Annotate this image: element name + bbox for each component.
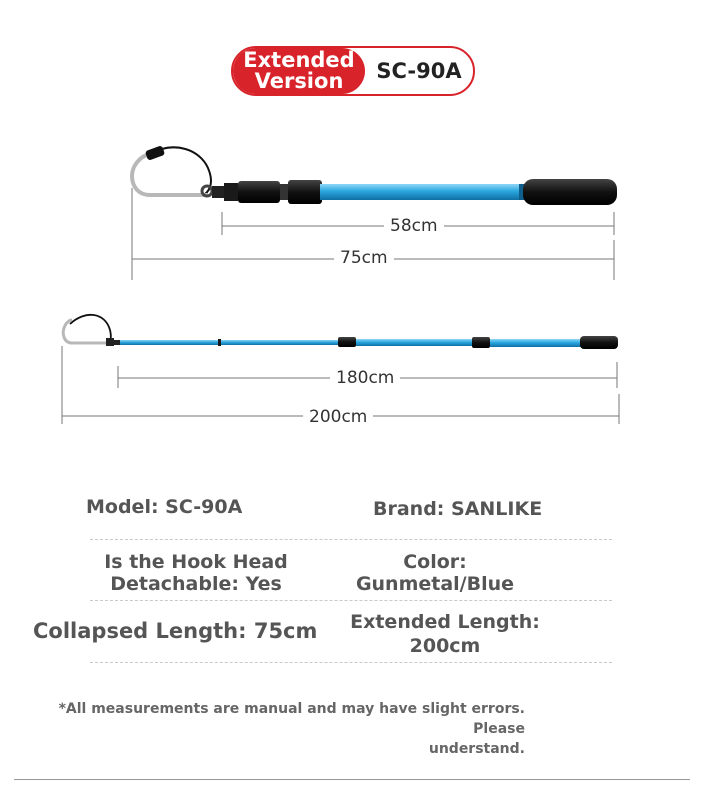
dim-collapsed-total: 75cm bbox=[334, 248, 394, 268]
spec-extended-length: Extended Length: 200cm bbox=[350, 611, 540, 657]
divider bbox=[90, 662, 612, 663]
badge-model: SC-90A bbox=[376, 59, 462, 83]
measurement-note: *All measurements are manual and may have slight errors. Please understand. bbox=[58, 701, 525, 757]
divider bbox=[90, 539, 612, 540]
spec-color: Color: Gunmetal/Blue bbox=[355, 551, 515, 595]
bottom-rule bbox=[14, 779, 690, 780]
dim-collapsed-inner: 58cm bbox=[384, 216, 444, 236]
dim-extended-total: 200cm bbox=[303, 407, 373, 427]
badge-extended-version: Extended Version bbox=[233, 48, 365, 94]
spec-collapsed-length: Collapsed Length: 75cm bbox=[33, 619, 318, 643]
divider bbox=[90, 600, 612, 601]
spec-brand: Brand: SANLIKE bbox=[373, 498, 543, 520]
handle-grip bbox=[523, 179, 617, 205]
spec-model: Model: SC-90A bbox=[86, 496, 243, 518]
dim-extended-inner: 180cm bbox=[330, 368, 400, 388]
hook-icon bbox=[132, 154, 208, 195]
spec-hook-detachable: Is the Hook Head Detachable: Yes bbox=[104, 551, 288, 595]
collapsed-gaff bbox=[132, 145, 617, 205]
pole bbox=[320, 184, 526, 200]
extended-gaff bbox=[63, 315, 618, 349]
